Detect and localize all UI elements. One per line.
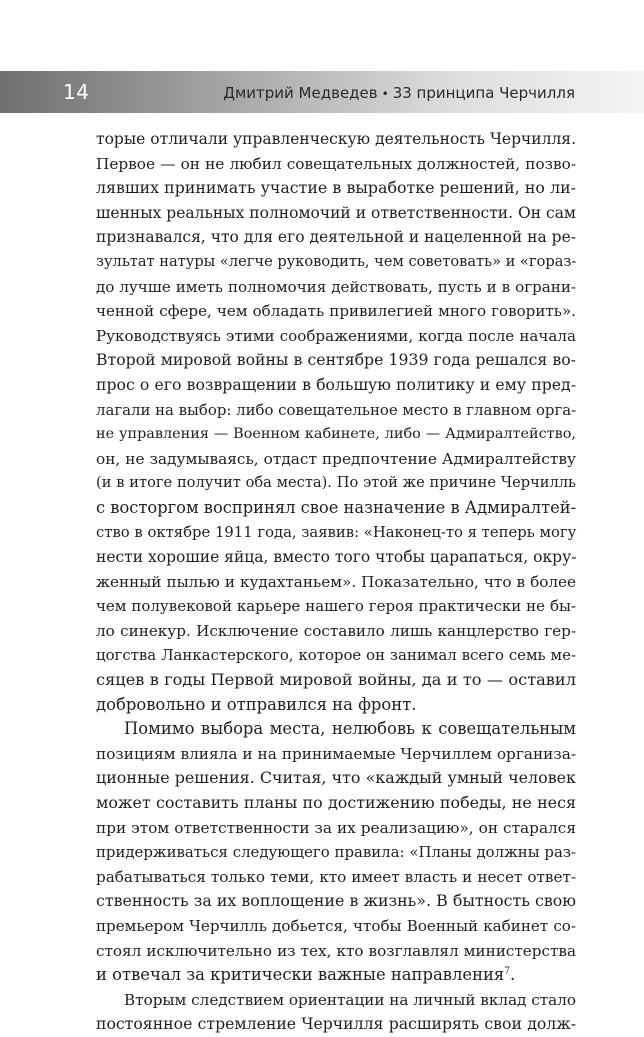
text-line-content: и отвечал за критически важные направления	[96, 965, 505, 985]
text-line	[96, 693, 576, 718]
text-line	[96, 373, 576, 398]
text-line	[96, 594, 576, 619]
text-line	[96, 840, 576, 865]
running-head-author: Дмитрий Медведев	[223, 84, 378, 102]
text-line	[96, 521, 576, 546]
footnote-marker: 7	[504, 966, 511, 977]
text-line-content: позициям влияла и на принимаемые Черчиллем организа-	[96, 744, 576, 763]
text-line	[96, 324, 576, 349]
text-line	[96, 791, 576, 816]
text-line	[96, 127, 576, 152]
text-line	[96, 766, 576, 791]
text-line-content: женный пылью и кудахтаньем». Показательно, что в более	[96, 572, 576, 591]
text-line-content: с восторгом воспринял свое назначение в Адмиралтей-	[96, 497, 577, 517]
text-line-content: Руководствуясь этими соображениями, когда после начала	[96, 326, 576, 345]
text-line	[96, 545, 576, 570]
text-line	[96, 988, 576, 1013]
text-line	[96, 939, 576, 964]
text-line-content: шенных реальных полномочий и ответственности. Он сам	[96, 203, 576, 222]
text-line	[96, 471, 576, 496]
text-line-content: ство в октябре 1911 года, заявив: «Наконец-то я теперь могу	[96, 523, 577, 541]
text-line	[96, 496, 576, 521]
text-line-content: премьером Черчилль добьется, чтобы Военный кабинет со-	[96, 917, 576, 935]
text-line	[96, 963, 576, 988]
text-line-content: чем полувековой карьере нашего героя практически не бы-	[96, 597, 576, 616]
text-line-content: нести хорошие яйца, вместо того чтобы царапаться, окру-	[96, 548, 577, 567]
text-line-content: Вторым следствием ориентации на личный вклад стало	[124, 990, 576, 1009]
running-head-separator: •	[381, 87, 389, 101]
text-line-content: торые отличали управленческую деятельность Черчилля.	[96, 130, 576, 148]
text-line	[96, 176, 576, 201]
text-line-content: Первое — он не любил совещательных должностей, позво-	[96, 154, 576, 173]
text-line-content: лагали на выбор: либо совещательное место в главном орга-	[96, 400, 577, 419]
text-line-content: цогства Ланкастерского, которое он занимал всего семь ме-	[96, 646, 576, 665]
text-line-content: Помимо выбора места, нелюбовь к совещательным	[124, 719, 576, 739]
text-line	[96, 152, 576, 177]
text-line-content: при этом ответственности за их реализацию», он старался	[96, 818, 576, 837]
text-line	[96, 865, 576, 890]
text-line-content: ченной сфере, чем обладать привилегией много говорить».	[96, 302, 576, 321]
text-line-tail: .	[510, 965, 516, 985]
text-line-content: придерживаться следующего правила: «Планы должны раз-	[96, 843, 576, 862]
text-line	[96, 250, 576, 275]
text-line	[96, 816, 576, 841]
text-line-content: он, не задумываясь, отдаст предпочтение Адмиралтейству	[96, 449, 576, 468]
text-line	[96, 299, 576, 324]
body-text	[96, 127, 576, 1037]
page-number: 14	[63, 80, 90, 104]
text-line-content: ло синекур. Исключение составило лишь канцлерство гер-	[96, 621, 576, 640]
text-line	[96, 914, 576, 939]
text-line	[96, 275, 576, 300]
text-line	[96, 447, 576, 472]
running-head-title: 33 принципа Черчилля	[392, 84, 575, 102]
text-line	[96, 422, 576, 447]
text-line-content: лявших принимать участие в выработке решений, но ли-	[96, 178, 576, 198]
text-line	[96, 348, 576, 373]
text-line	[96, 201, 576, 226]
text-line-content: сяцев в годы Первой мировой войны, да и то — оставил	[96, 670, 576, 690]
text-line-content: может составить планы по достижению победы, не неся	[96, 793, 576, 813]
text-line-content: признавался, что для его деятельной и нацеленной на ре-	[96, 228, 576, 247]
text-line-content: рабатываться только теми, кто имеет власть и несет ответ-	[96, 867, 576, 886]
text-line	[96, 668, 576, 693]
text-line	[96, 1012, 576, 1037]
text-line	[96, 742, 576, 767]
text-line	[96, 570, 576, 595]
text-line	[96, 889, 576, 914]
text-line	[96, 643, 576, 668]
text-line-content: стоял исключительно из тех, кто возглавлял министерства	[96, 941, 576, 960]
text-line	[96, 619, 576, 644]
text-line	[96, 717, 576, 742]
text-line-content: добровольно и отправился на фронт.	[96, 694, 417, 714]
text-line-content: ственность за их воплощение в жизнь». В бытность свою	[96, 891, 576, 911]
text-line-content: (и в итоге получит оба места). По этой же причине Черчилль	[96, 474, 576, 492]
text-line-content: не управления — Военном кабинете, либо — Адмиралтейство,	[96, 426, 576, 443]
text-line	[96, 225, 576, 250]
text-line-content: Второй мировой войны в сентябре 1939 года решался во-	[96, 350, 576, 370]
text-line-content: постоянное стремление Черчилля расширять свои долж-	[96, 1014, 576, 1034]
text-line-content: прос о его возвращении в большую политику и ему пред-	[96, 374, 576, 394]
text-line	[96, 398, 576, 423]
text-line-content: до лучше иметь полномочия действовать, пусть и в ограни-	[96, 277, 576, 296]
text-line-content: ционные решения. Считая, что «каждый умный человек	[96, 768, 576, 788]
running-head	[223, 84, 575, 102]
text-line-content: зультат натуры «легче руководить, чем советовать» и «гораз-	[96, 252, 577, 270]
